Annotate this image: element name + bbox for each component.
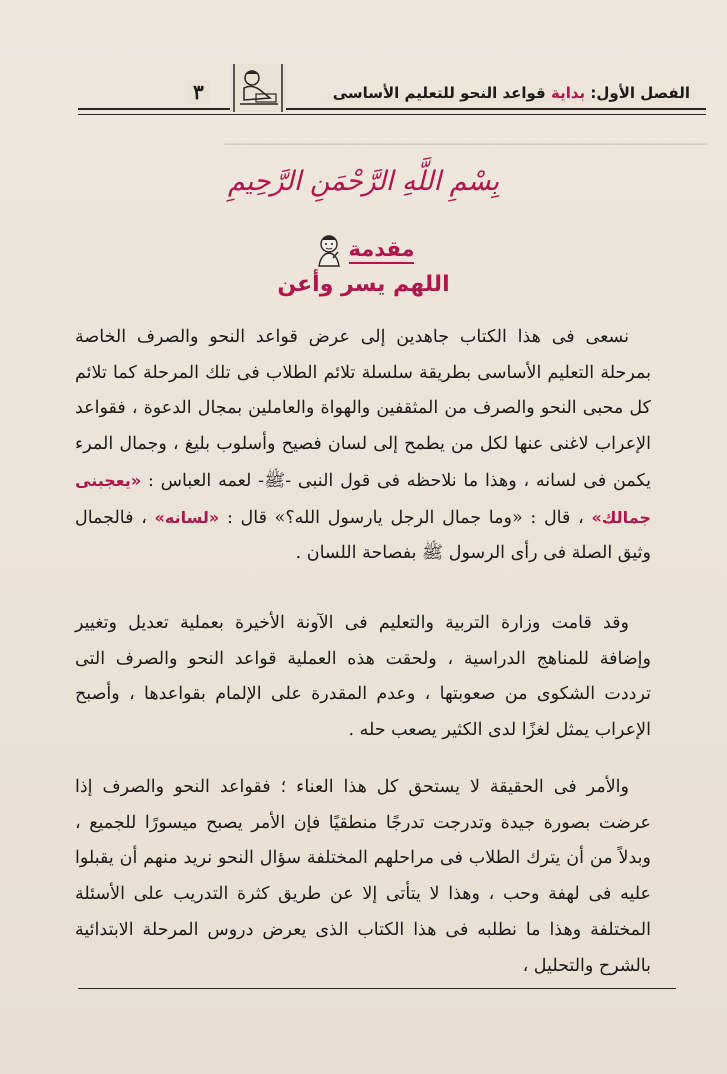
paragraph-1-text-c: ، فالجمال وثيق الصلة فى رأى الرسول ﷺ بفصاحة اللسان . xyxy=(75,507,651,564)
thinking-student-icon xyxy=(313,232,345,268)
header-rule xyxy=(78,108,706,110)
footer-rule xyxy=(78,988,676,989)
paragraph-1-quote-2: «لسانه» xyxy=(154,507,220,527)
bismillah: بِسْمِ اللَّهِ الرَّحْمَنِ الرَّحِيمِ xyxy=(227,166,500,197)
running-header xyxy=(78,62,706,118)
paragraph-2-text: وقد قامت وزارة التربية والتعليم فى الآونة الأخيرة بعملية تعديل وتغيير وإضافة للمناهج الدراسية ، ولحقت هذه العملية قواعد النحو والصرف التى ترددت الشكوى من صعوبتها ، وعدم المقدرة على الإلمام بقواعدها ، وأصبح الإعراب يمثل لغزًا لدى الكثير يصعب حله . xyxy=(75,613,651,741)
student-reading-icon xyxy=(230,64,286,112)
paragraph-3 xyxy=(75,770,651,984)
paragraph-1 xyxy=(75,320,651,572)
section-heading xyxy=(0,232,727,268)
page-number: ٣ xyxy=(188,80,209,104)
header-title xyxy=(327,84,696,102)
paragraph-1-quote-1: «يعجبنى جمالك» xyxy=(75,470,651,527)
bleed-through-text: ـــــــــــــــــــــــــــــــــــــــــــــــــــــــــــــــــــــــــــــــــــــــــــــــــ xyxy=(223,130,707,150)
header-title-part3: قواعد النحو للتعليم الأساسى xyxy=(332,84,551,102)
paragraph-3-text: والأمر فى الحقيقة لا يستحق كل هذا العناء ؛ فقواعد النحو والصرف إذا عرضت بصورة جيدة وتدرجت تدرجًا منطقيًا فإن الأمر يصبح ميسورًا للجميع ، وبدلاً من أن يترك الطلاب فى مراحلهم المختلفة سؤال النحو نريد منهم أن يقبلوا عليه فى لهفة وحب ، وهذا لا يتأتى إلا عن طريق كثرة التدريب على الأسئلة المختلفة وهذا ما نطلبه فى هذا الكتاب الذى يعرض دروس المرحلة الابتدائية بالشرح والتحليل ، xyxy=(75,777,651,976)
paragraph-2 xyxy=(75,606,651,749)
header-title-sep: : xyxy=(585,84,597,102)
header-title-part2: بداية xyxy=(550,84,586,102)
header-title-part1: الفصل الأول xyxy=(596,84,690,102)
paragraph-1-text-b: ، قال : «وما جمال الرجل يارسول الله؟» قال : xyxy=(226,507,584,528)
section-title: مقدمة xyxy=(349,237,415,264)
header-rule-thin xyxy=(78,114,706,115)
subtitle: اللهم يسر وأعن xyxy=(277,272,450,297)
paragraph-1-text-a: نسعى فى هذا الكتاب جاهدين إلى عرض قواعد النحو والصرف الخاصة بمرحلة التعليم الأساسى بطريقة سلسلة تلائم الطلاب فى تلك المرحلة كما تلائم كل محبى النحو والصرف من المثقفين والهواة والعاملين بمجال الدعوة ، فقواعد الإعراب لاغنى عنها لكل من يطمح إلى لسان فصيح وأسلوب بليغ ، وجمال المرء يكمن فى لسانه ، وهذا ما نلاحظه فى قول النبى -ﷺ- لعمه العباس : xyxy=(75,327,651,491)
